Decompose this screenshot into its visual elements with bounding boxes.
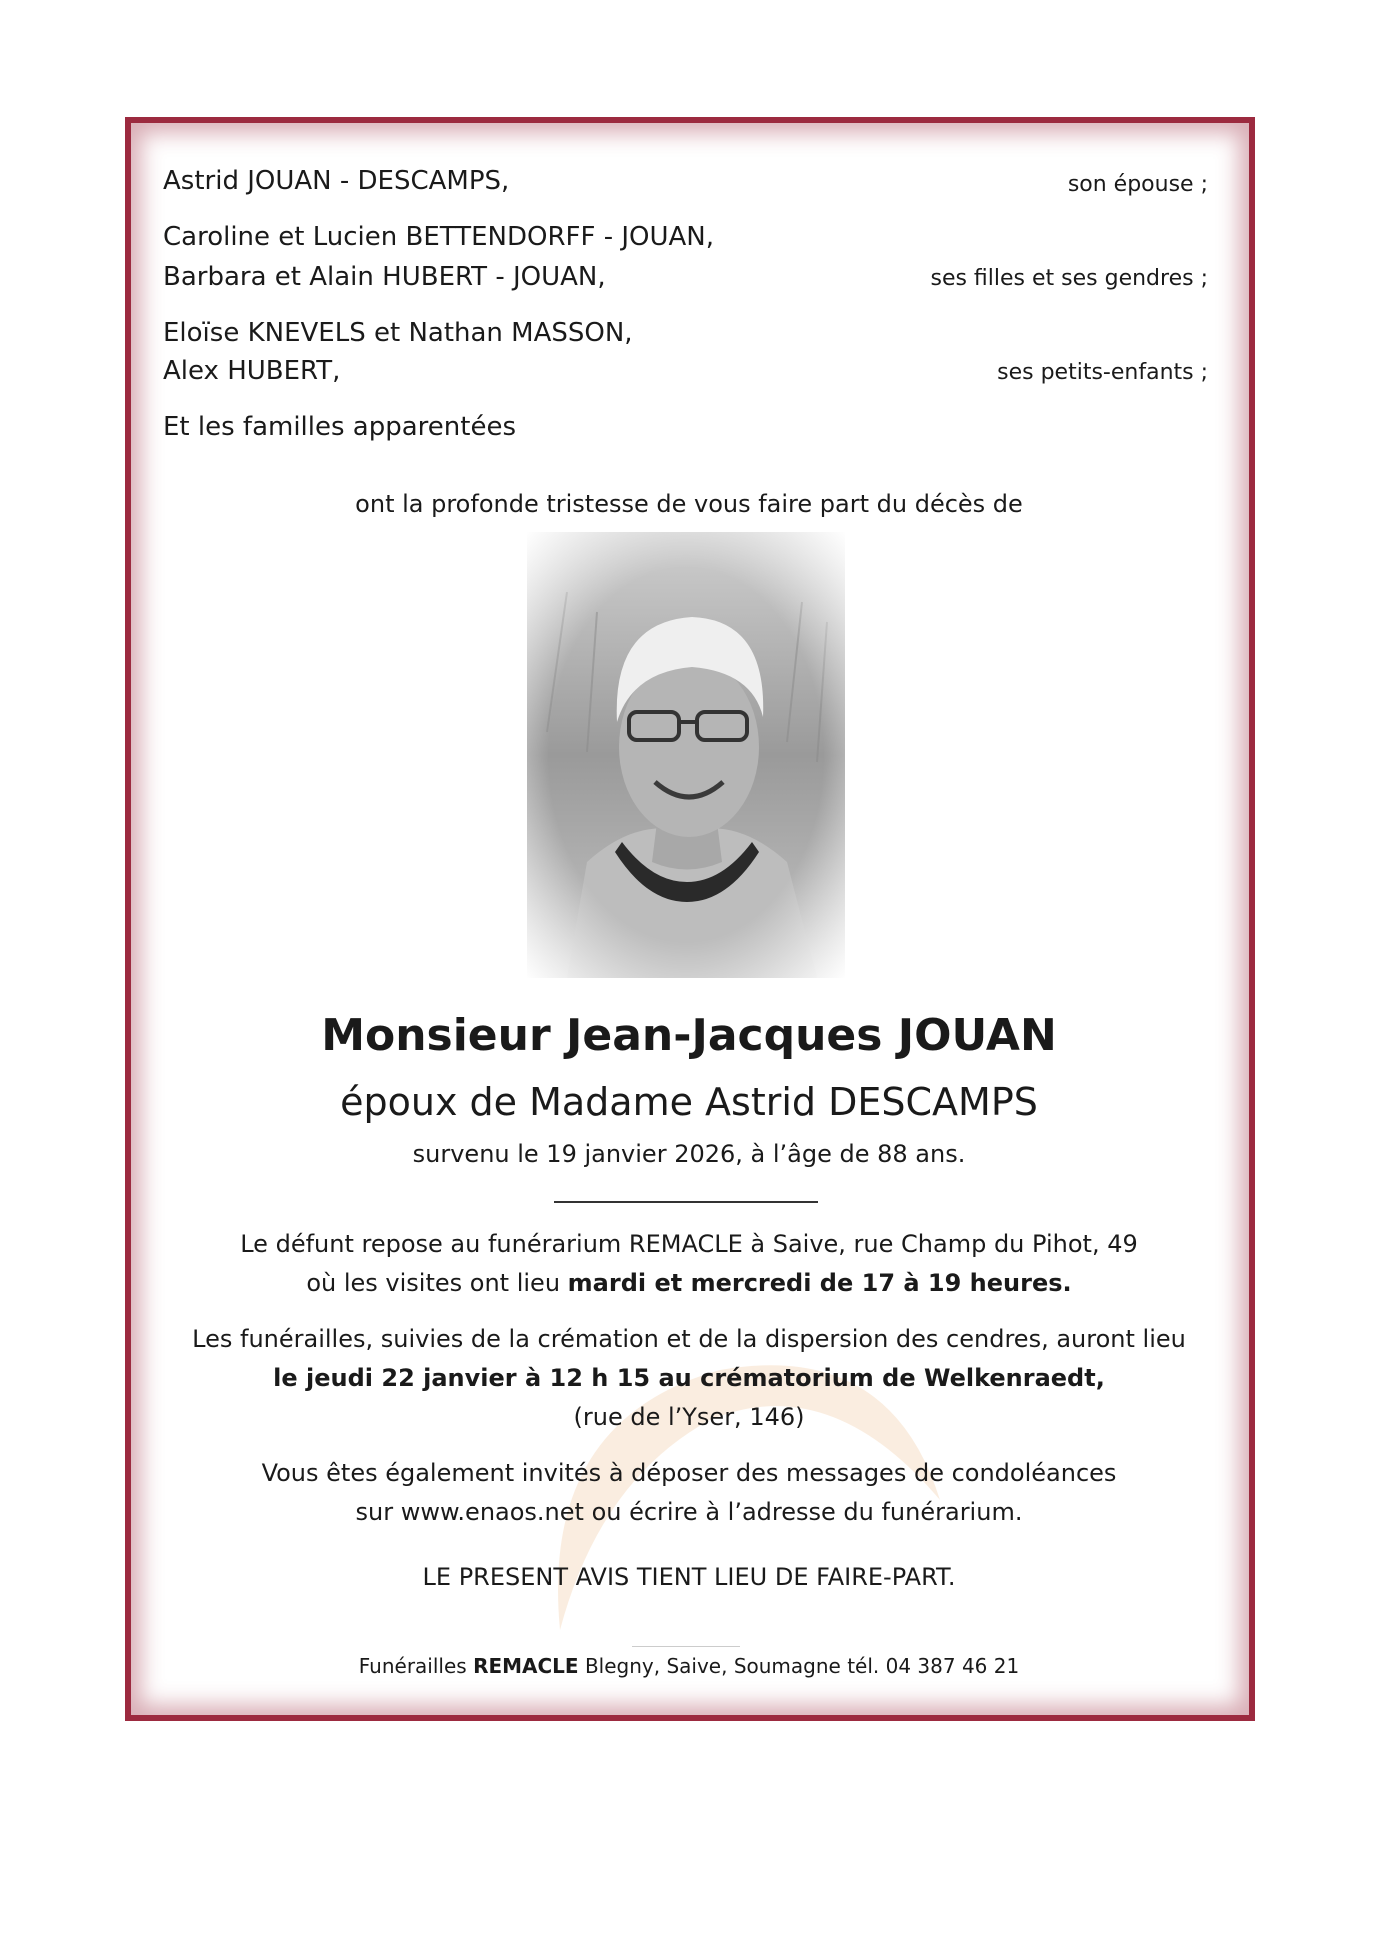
family-name-grandchild-1: Eloïse KNEVELS et Nathan MASSON, <box>163 318 633 348</box>
deceased-name: Monsieur Jean-Jacques JOUAN <box>321 1010 1057 1061</box>
family-name-grandchild-2: Alex HUBERT, <box>163 356 341 386</box>
footer-prefix: Funérailles <box>358 1654 474 1678</box>
footer-contact: Blegny, Saive, Soumagne tél. 04 387 46 21 <box>578 1654 1020 1678</box>
condolences-line-1: Vous êtes également invités à déposer des messages de condoléances <box>261 1459 1117 1487</box>
deceased-spouse: époux de Madame Astrid DESCAMPS <box>340 1080 1038 1124</box>
condolences-line-2: sur www.enaos.net ou écrire à l’adresse du funérarium. <box>355 1498 1023 1526</box>
visit-hours-bold: mardi et mercredi de 17 à 19 heures. <box>567 1269 1072 1297</box>
relation-daughters: ses filles et ses gendres ; <box>930 266 1208 291</box>
family-related: Et les familles apparentées <box>163 412 517 442</box>
visit-hours <box>0 1269 1378 1297</box>
funeral-line-2: le jeudi 22 janvier à 12 h 15 au crématorium de Welkenraedt, <box>273 1364 1105 1392</box>
footer-brand: REMACLE <box>473 1654 579 1678</box>
divider <box>554 1201 818 1203</box>
family-name-spouse: Astrid JOUAN - DESCAMPS, <box>163 166 510 196</box>
family-name-daughter-1: Caroline et Lucien BETTENDORFF - JOUAN, <box>163 222 715 252</box>
visit-location: Le défunt repose au funérarium REMACLE à Saive, rue Champ du Pihot, 49 <box>240 1230 1138 1258</box>
relation-spouse: son épouse ; <box>1067 172 1208 197</box>
notice-text: LE PRESENT AVIS TIENT LIEU DE FAIRE-PART. <box>422 1563 956 1591</box>
deceased-death-date: survenu le 19 janvier 2026, à l’âge de 88 ans. <box>412 1140 966 1168</box>
portrait-photo <box>527 532 845 978</box>
footer-divider <box>632 1646 740 1647</box>
visit-hours-prefix: où les visites ont lieu <box>306 1269 568 1297</box>
family-name-daughter-2: Barbara et Alain HUBERT - JOUAN, <box>163 262 606 292</box>
funeral-address: (rue de l’Yser, 146) <box>573 1403 805 1431</box>
intro-text: ont la profonde tristesse de vous faire part du décès de <box>355 490 1023 518</box>
funeral-line-1: Les funérailles, suivies de la crémation et de la dispersion des cendres, auront lieu <box>192 1325 1186 1353</box>
relation-grandchildren: ses petits-enfants ; <box>997 360 1208 385</box>
footer <box>0 1654 1378 1678</box>
